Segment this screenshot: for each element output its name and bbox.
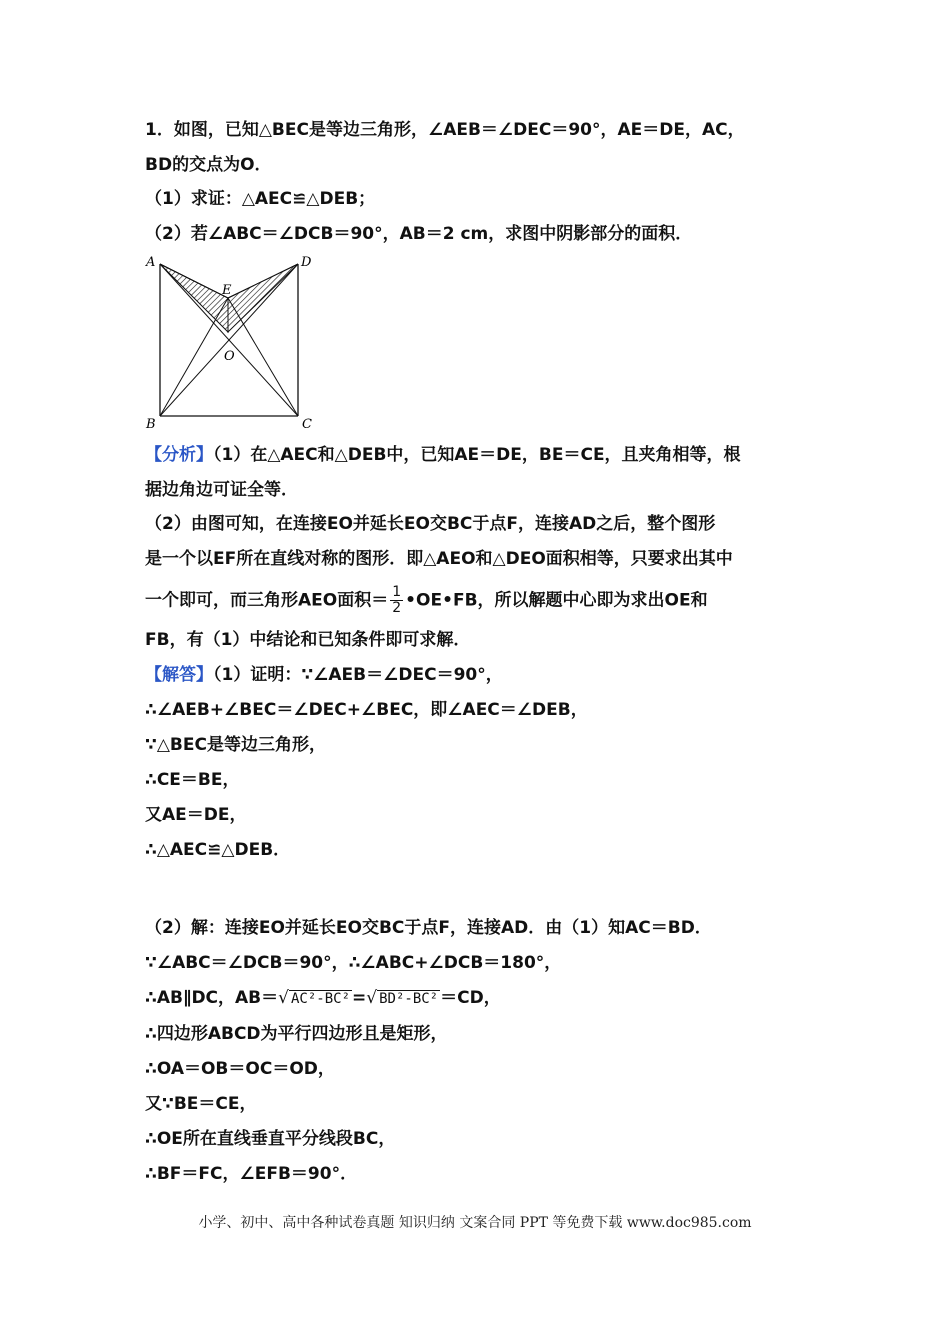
sqrt-ac-bc: AC²-BC² (291, 991, 351, 1007)
shaded-triangle-deo (228, 264, 298, 332)
solution-line-6: ∴△AEC≌△DEB． (145, 840, 291, 860)
analysis-line-1: 【分析】（1）在△AEC和△DEB中，已知AE＝DE，BE＝CE，且夹角相等，根 (145, 445, 741, 465)
label-a: A (146, 255, 156, 270)
solution-tag: 【解答】 (145, 665, 213, 685)
problem-part-1: （1）求证：△AEC≌△DEB； (145, 189, 376, 209)
shaded-triangle-aeo (160, 264, 228, 332)
solution-line-1: 【解答】（1）证明：∵∠AEB＝∠DEC＝90°， (145, 665, 503, 685)
solution-part2-line-7: ∴OE所在直线垂直平分线段BC， (145, 1129, 396, 1149)
solution-line-2: ∴∠AEB+∠BEC＝∠DEC+∠BEC，即∠AEC＝∠DEB， (145, 700, 588, 720)
solution-line-4: ∴CE＝BE， (145, 770, 240, 790)
analysis-line-3: （2）由图可知，在连接EO并延长EO交BC于点F，连接AD之后，整个图形 (145, 514, 716, 534)
solution-part2-line-4: ∴四边形ABCD为平行四边形且是矩形， (145, 1024, 448, 1044)
solution-part2-line-6: 又∵BE＝CE， (145, 1094, 257, 1114)
solution-part2-line-8: ∴BF＝FC，∠EFB＝90°． (145, 1164, 358, 1184)
page-footer: 小学、初中、高中各种试卷真题 知识归纳 文案合同 PPT 等免费下载 www.doc985.com (198, 1215, 752, 1231)
geometry-figure (140, 250, 320, 435)
fraction: $\frac{1}{2}$ (392, 584, 402, 616)
analysis-line-6: FB，有（1）中结论和已知条件即可求解． (145, 630, 471, 650)
analysis-line-5: 一个即可，而三角形AEO面积＝ $\frac{1}{2}$ •OE•FB，所以解题中心即为求出OE和 (145, 584, 708, 616)
problem-part-2: （2）若∠ABC＝∠DCB＝90°，AB＝2 cm，求图中阴影部分的面积． (145, 224, 693, 244)
sqrt-bd-bc: BD²-BC² (379, 991, 439, 1007)
label-c: C (302, 417, 312, 432)
solution-line-3: ∵△BEC是等边三角形， (145, 735, 326, 755)
solution-part2-line-2: ∵∠ABC＝∠DCB＝90°，∴∠ABC+∠DCB＝180°， (145, 953, 562, 973)
analysis-tag: 【分析】 (145, 445, 213, 465)
problem-line-2: BD的交点为O． (145, 155, 272, 175)
solution-line-5: 又AE＝DE， (145, 805, 247, 825)
solution-part2-line-5: ∴OA＝OB＝OC＝OD， (145, 1059, 335, 1079)
solution-part2-line-3: ∴AB∥DC，AB＝√ AC²-BC² =√ BD²-BC² ＝CD， (145, 988, 501, 1008)
label-b: B (146, 417, 156, 432)
label-o: O (224, 349, 235, 364)
analysis-line-2: 据边角边可证全等． (145, 480, 298, 500)
solution-part2-line-1: （2）解：连接EO并延长EO交BC于点F，连接AD．由（1）知AC＝BD． (145, 918, 712, 938)
problem-line-1: 1．如图，已知△BEC是等边三角形，∠AEB＝∠DEC＝90°，AE＝DE，AC， (145, 120, 745, 140)
analysis-line-4: 是一个以EF所在直线对称的图形．即△AEO和△DEO面积相等，只要求出其中 (145, 549, 733, 569)
label-d: D (301, 255, 312, 270)
label-e: E (222, 283, 232, 298)
